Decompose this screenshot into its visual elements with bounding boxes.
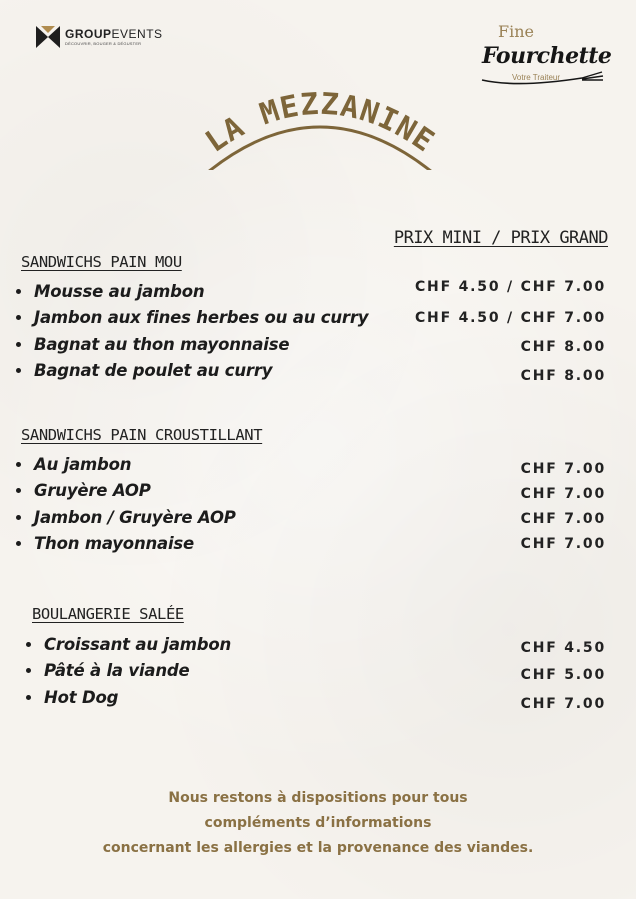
- price-column-header: PRIX MINI / PRIX GRAND: [393, 228, 608, 248]
- fork-swoosh-icon: [478, 66, 608, 88]
- menu-item: Hot Dog: [26, 688, 118, 707]
- menu-item-price: CHF 8.00: [520, 368, 606, 384]
- menu-item: Jambon / Gruyère AOP: [16, 508, 236, 527]
- bullet-icon: [16, 315, 21, 320]
- fine-fourchette-logo: [478, 22, 612, 92]
- groupevents-name: GROUPEVENTS: [65, 27, 163, 41]
- menu-item: Gruyère AOP: [16, 481, 151, 500]
- logo-fourchette-text: Fourchette: [482, 43, 612, 69]
- footer-note-line: concernant les allergies et la provenance des viandes.: [102, 840, 534, 856]
- bullet-icon: [16, 368, 21, 373]
- menu-item-price: CHF 7.00: [520, 696, 606, 712]
- menu-item: Mousse au jambon: [16, 282, 204, 301]
- bullet-icon: [16, 462, 21, 467]
- section-title-sandwichs-pain-croustillant: SANDWICHS PAIN CROUSTILLANT: [21, 426, 263, 444]
- bullet-icon: [26, 695, 31, 700]
- menu-item-price: CHF 8.00: [520, 339, 606, 355]
- logo-fine-text: Fine: [498, 22, 534, 41]
- menu-item-price: CHF 7.00: [520, 486, 606, 502]
- menu-item-price: CHF 5.00: [520, 667, 606, 683]
- bullet-icon: [16, 515, 21, 520]
- bullet-icon: [16, 289, 21, 294]
- menu-item: Au jambon: [16, 455, 131, 474]
- page-title: [180, 80, 460, 170]
- bullet-icon: [16, 541, 21, 546]
- menu-item: Jambon aux fines herbes ou au curry: [16, 308, 368, 327]
- section-title-sandwichs-pain-mou: SANDWICHS PAIN MOU: [21, 253, 182, 271]
- menu-item-price: CHF 7.00: [520, 511, 606, 527]
- logo-traiteur-text: Votre Traiteur: [512, 73, 561, 82]
- menu-item-price: CHF 7.00: [520, 536, 606, 552]
- groupevents-mark-icon: [36, 26, 60, 48]
- menu-item: Bagnat de poulet au curry: [16, 361, 272, 380]
- footer-note-line: Nous restons à dispositions pour tous: [168, 790, 468, 806]
- menu-item-price: CHF 4.50 / CHF 7.00: [414, 310, 606, 326]
- groupevents-tagline: DÉCOUVRIR, BOUGER & DÉGUSTER: [65, 41, 142, 46]
- menu-item-price: CHF 7.00: [520, 461, 606, 477]
- bullet-icon: [26, 642, 31, 647]
- bullet-icon: [16, 488, 21, 493]
- groupevents-logo: [36, 26, 163, 48]
- menu-item: Bagnat au thon mayonnaise: [16, 335, 289, 354]
- menu-item: Croissant au jambon: [26, 635, 231, 654]
- menu-item-price: CHF 4.50 / CHF 7.00: [414, 279, 606, 295]
- menu-item: Pâté à la viande: [26, 661, 190, 680]
- svg-text:LA MEZZANINE: [199, 87, 440, 160]
- footer-note-line: compléments d’informations: [204, 815, 432, 831]
- title-text: LA MEZZANINE: [199, 86, 441, 160]
- bullet-icon: [16, 342, 21, 347]
- menu-item-price: CHF 4.50: [520, 640, 606, 656]
- bullet-icon: [26, 668, 31, 673]
- section-title-boulangerie-salee: BOULANGERIE SALÉE: [32, 605, 184, 623]
- menu-item: Thon mayonnaise: [16, 534, 194, 553]
